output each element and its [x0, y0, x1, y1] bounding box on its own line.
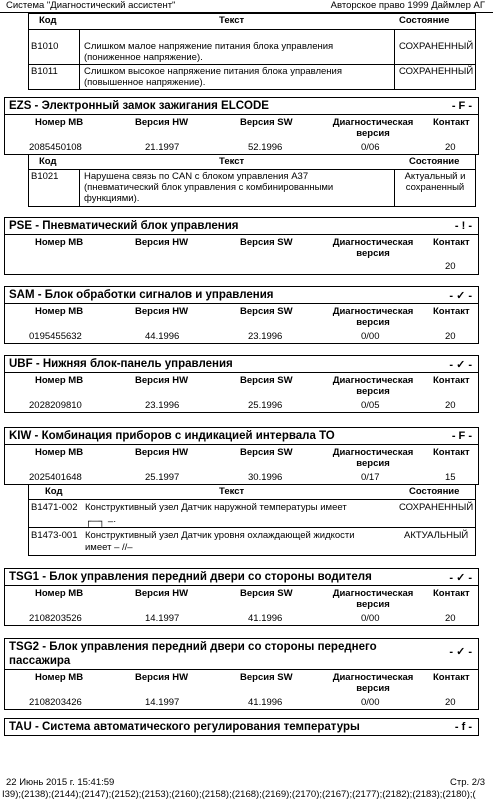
mb-header: Номер МВ	[35, 447, 84, 458]
divider	[29, 29, 475, 30]
contact: 20	[445, 331, 456, 342]
diag-header	[323, 237, 423, 259]
divider	[29, 527, 475, 528]
diag-header	[323, 588, 423, 610]
fault-code: B1011	[31, 66, 58, 77]
fault-code: B1471-002	[31, 502, 78, 513]
mb-number: 0195455632	[29, 331, 82, 342]
fault-text: Слишком малое напряжение питания блока управления	[84, 41, 334, 52]
diag-header-line2: версия	[356, 683, 390, 694]
diag-version: 0/00	[361, 613, 380, 624]
ubf-section	[4, 355, 479, 413]
divider	[79, 29, 80, 89]
tsg1-section	[4, 568, 479, 626]
fault-code: B1021	[31, 171, 59, 182]
fault-state-header: Состояние	[399, 15, 450, 26]
fault-state: СОХРАНЕННЫЙ	[399, 41, 474, 52]
contact-header: Контакт	[433, 447, 470, 458]
section-title: TSG1 - Блок управления передний двери со стороны водителя	[9, 571, 372, 583]
fault-state: АКТУАЛЬНЫЙ	[404, 530, 469, 541]
diag-header-line1: Диагностическая	[332, 588, 414, 599]
hw-version: 21.1997	[145, 142, 180, 153]
diag-header-line2: версия	[356, 317, 390, 328]
fault-state	[395, 171, 475, 193]
sw-version: 23.1996	[248, 331, 283, 342]
contact-header: Контакт	[433, 588, 470, 599]
divider	[5, 114, 478, 115]
divider	[5, 669, 478, 670]
diag-header-line1: Диагностическая	[332, 447, 414, 458]
divider	[5, 234, 478, 235]
page-number: Стр. 2/3	[450, 777, 485, 788]
sw-header: Версия SW	[240, 237, 293, 248]
code-list: I39);(2138);(2144);(2147);(2152);(2153);(2160);(2158);(2168);(2169);(2170);(2167);(2177);(2182);(2183);(2180);(	[2, 789, 476, 800]
diag-header-line1: Диагностическая	[332, 672, 414, 683]
mb-header: Номер МВ	[35, 375, 84, 386]
sw-header: Версия SW	[240, 447, 293, 458]
hw-header: Версия HW	[135, 447, 189, 458]
status-badge: - F -	[451, 100, 472, 112]
divider	[5, 372, 478, 373]
section-title	[9, 640, 377, 668]
diag-header-line2: версия	[356, 458, 390, 469]
sw-version: 52.1996	[248, 142, 283, 153]
mb-number: 2108203526	[29, 613, 82, 624]
fault-code-header: Код	[45, 486, 63, 497]
ezs-section	[4, 97, 479, 155]
section-title-line1: TSG2 - Блок управления передний двери со стороны переднего	[9, 641, 377, 653]
diag-header-line2: версия	[356, 128, 390, 139]
fault-code-header: Код	[39, 156, 57, 167]
fault-text-header: Текст	[219, 486, 245, 497]
contact: 20	[445, 697, 456, 708]
fault-state-line2: сохраненный	[405, 182, 465, 193]
contact-header: Контакт	[433, 237, 470, 248]
divider	[394, 29, 395, 89]
diag-header	[323, 117, 423, 139]
diag-header-line2: версия	[356, 599, 390, 610]
sw-version: 25.1996	[248, 400, 283, 411]
mb-header: Номер МВ	[35, 237, 84, 248]
status-badge: - ✓ -	[449, 646, 472, 658]
sw-version: 30.1996	[248, 472, 283, 483]
section-title-line2: пассажира	[9, 655, 71, 667]
diag-header	[323, 447, 423, 469]
hw-header: Версия HW	[135, 672, 189, 683]
section-title: EZS - Электронный замок зажигания ELCODE	[9, 100, 269, 112]
hw-version: 14.1997	[145, 613, 180, 624]
divider	[5, 444, 478, 445]
sw-header: Версия SW	[240, 672, 293, 683]
page-footer	[6, 777, 485, 789]
fault-text: (пневматический блок управления с комбинированными	[84, 182, 334, 193]
fault-code-header: Код	[39, 15, 57, 26]
diag-version: 0/00	[361, 697, 380, 708]
hw-header: Версия HW	[135, 306, 189, 317]
diag-header	[323, 375, 423, 397]
contact: 20	[445, 261, 456, 272]
diag-version: 0/17	[361, 472, 380, 483]
status-badge: - F -	[451, 430, 472, 442]
status-badge: - f -	[454, 721, 472, 733]
section-title: PSE - Пневматический блок управления	[9, 220, 239, 232]
contact-header: Контакт	[433, 375, 470, 386]
sw-version: 41.1996	[248, 697, 283, 708]
fault-state: СОХРАНЕННЫЙ	[399, 502, 474, 513]
pse-section	[4, 217, 479, 275]
fault-state-line1: Актуальный и	[404, 171, 466, 182]
copyright: Авторское право 1999 Даймлер АГ	[330, 0, 485, 11]
ezs-faults-table	[28, 154, 476, 207]
fault-text: Слишком высокое напряжение питания блока управления	[84, 66, 343, 77]
top-faults-table	[28, 13, 476, 90]
hw-version: 14.1997	[145, 697, 180, 708]
diag-header-line1: Диагностическая	[332, 375, 414, 386]
contact: 20	[445, 400, 456, 411]
contact-header: Контакт	[433, 306, 470, 317]
diag-header-line2: версия	[356, 248, 390, 259]
fault-text-header: Текст	[219, 156, 245, 167]
contact: 20	[445, 142, 456, 153]
diag-header-line2: версия	[356, 386, 390, 397]
fault-text: (пониженное напряжение).	[84, 52, 203, 63]
fault-text-header: Текст	[219, 15, 245, 26]
hw-header: Версия HW	[135, 237, 189, 248]
hw-version: 23.1996	[145, 400, 180, 411]
sw-header: Версия SW	[240, 375, 293, 386]
mb-number: 2108203426	[29, 697, 82, 708]
mb-number: 2025401648	[29, 472, 82, 483]
page-header	[6, 0, 485, 12]
tau-section	[4, 718, 479, 736]
hw-header: Версия HW	[135, 117, 189, 128]
diag-version: 0/06	[361, 142, 380, 153]
fault-text: функциями).	[84, 193, 140, 204]
diag-header	[323, 306, 423, 328]
tsg2-section	[4, 638, 479, 710]
diag-header-line1: Диагностическая	[332, 117, 414, 128]
sw-header: Версия SW	[240, 588, 293, 599]
sam-section	[4, 286, 479, 344]
fault-text: ┌─┐ ‒·	[85, 516, 117, 527]
section-title: SAM - Блок обработки сигналов и управления	[9, 289, 274, 301]
kiw-section	[4, 427, 479, 485]
mb-header: Номер МВ	[35, 588, 84, 599]
status-badge: - ! -	[454, 220, 472, 232]
sw-header: Версия SW	[240, 117, 293, 128]
status-badge: - ✓ -	[449, 572, 472, 584]
divider	[29, 169, 475, 170]
mb-header: Номер МВ	[35, 672, 84, 683]
kiw-faults-table	[28, 484, 476, 556]
fault-state-header: Состояние	[409, 156, 460, 167]
divider	[5, 585, 478, 586]
hw-version: 44.1996	[145, 331, 180, 342]
fault-state: СОХРАНЕННЫЙ	[399, 66, 474, 77]
sw-header: Версия SW	[240, 306, 293, 317]
mb-number: 2028209810	[29, 400, 82, 411]
print-date: 22 Июнь 2015 г. 15:41:59	[6, 777, 115, 788]
contact-header: Контакт	[433, 672, 470, 683]
status-badge: - ✓ -	[449, 359, 472, 371]
mb-header: Номер МВ	[35, 117, 84, 128]
fault-code: B1473-001	[31, 530, 78, 541]
hw-header: Версия HW	[135, 375, 189, 386]
section-title: TAU - Система автоматического регулирования температуры	[9, 721, 360, 733]
divider	[5, 303, 478, 304]
section-title: KIW - Комбинация приборов с индикацией интервала ТО	[9, 430, 335, 442]
section-title: UBF - Нижняя блок-панель управления	[9, 358, 233, 370]
diag-header-line1: Диагностическая	[332, 237, 414, 248]
diag-version: 0/05	[361, 400, 380, 411]
fault-text: Конструктивный узел Датчик уровня охлаждающей жидкости	[85, 530, 355, 541]
mb-number: 2085450108	[29, 142, 82, 153]
hw-header: Версия HW	[135, 588, 189, 599]
contact: 15	[445, 472, 456, 483]
diag-header-line1: Диагностическая	[332, 306, 414, 317]
fault-text: Нарушена связь по CAN с блоком управления A37	[84, 171, 309, 182]
sw-version: 41.1996	[248, 613, 283, 624]
contact-header: Контакт	[433, 117, 470, 128]
hw-version: 25.1997	[145, 472, 180, 483]
system-name: Система "Диагностический ассистент"	[6, 0, 176, 11]
status-badge: - ✓ -	[449, 290, 472, 302]
mb-header: Номер МВ	[35, 306, 84, 317]
fault-text: (повышенное напряжение).	[84, 77, 206, 88]
diag-version: 0/00	[361, 331, 380, 342]
divider	[79, 169, 80, 206]
diag-header	[323, 672, 423, 694]
divider	[29, 499, 475, 500]
fault-text: имеет ‒ //‒	[85, 542, 133, 553]
fault-code: B1010	[31, 41, 59, 52]
contact: 20	[445, 613, 456, 624]
fault-text: Конструктивный узел Датчик наружной температуры имеет	[85, 502, 347, 513]
fault-state-header: Состояние	[409, 486, 460, 497]
divider	[29, 64, 475, 65]
